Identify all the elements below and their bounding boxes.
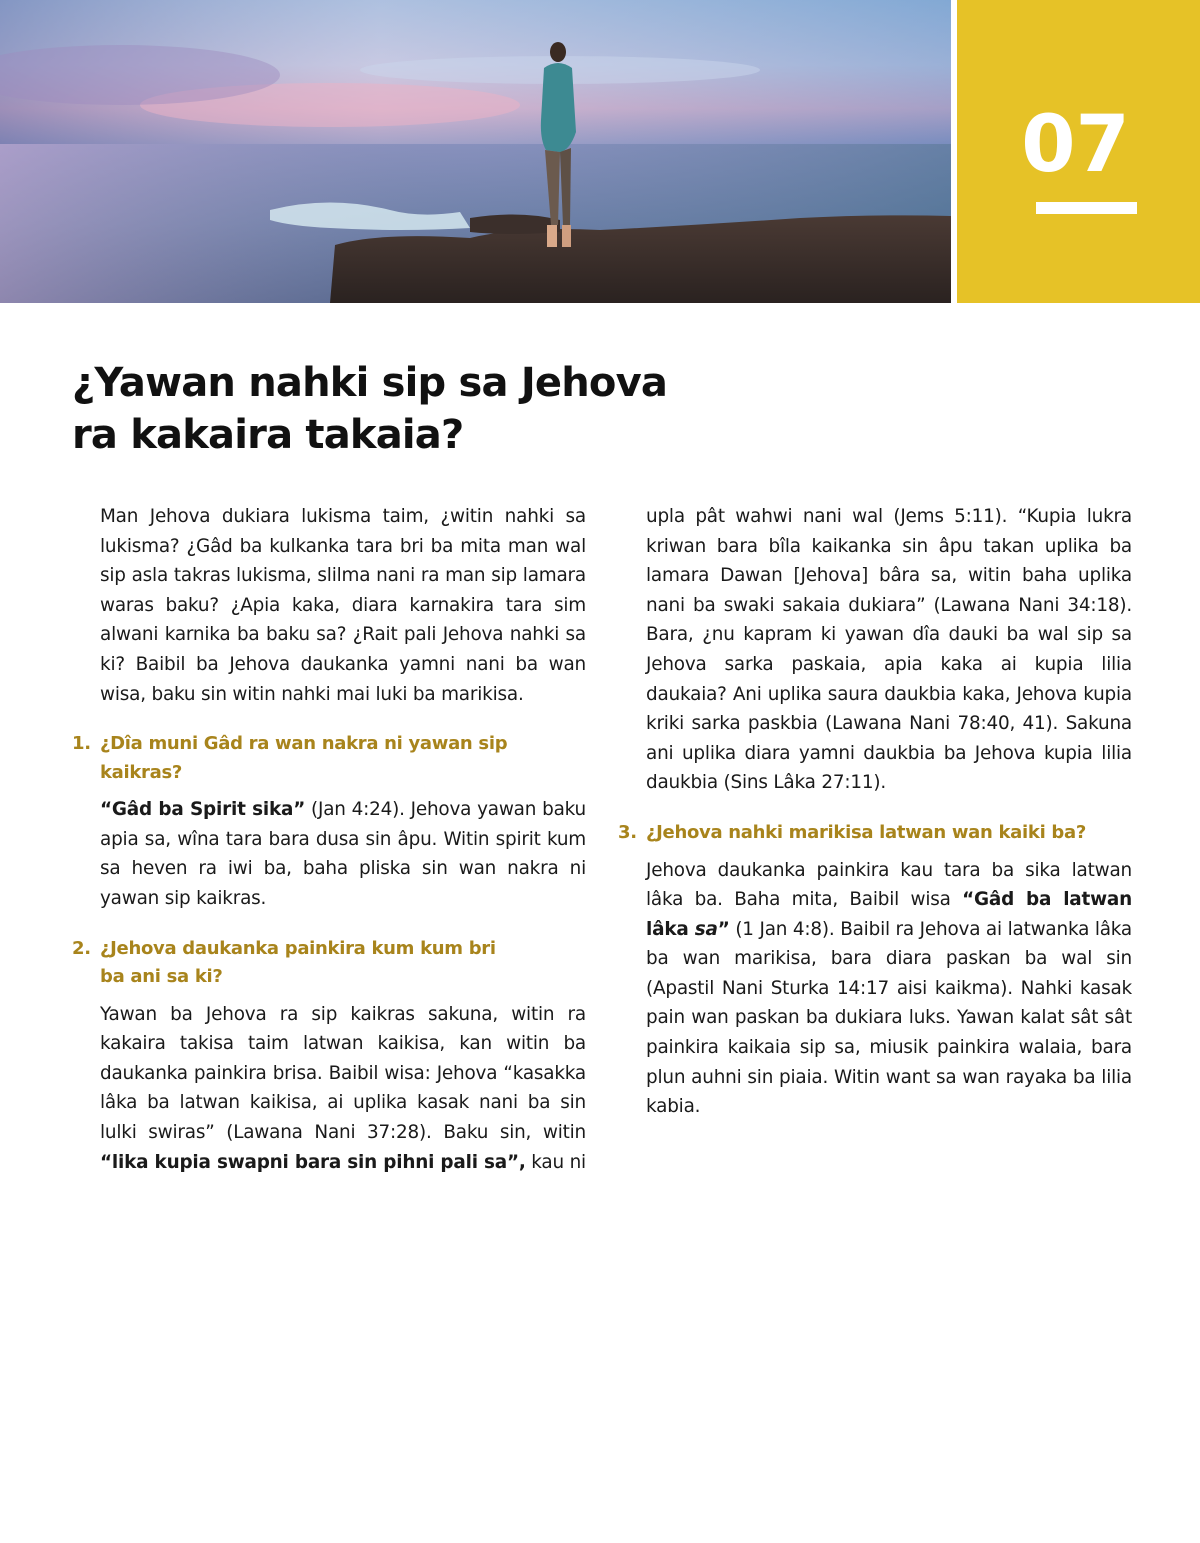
section-1-text: (Jan 4:24). Jehova yawan baku apia sa, wîna tara bara dusa sin âpu. Witin spirit kum sa heven ra iwi ba, baha pliska sin wan nakra ni yawan sip kaikras. xyxy=(100,799,586,909)
section-3-text-part-2: (1 Jan 4:8). Baibil ra Jehova ai latwanka lâka ba wan marikisa, bara diara paskan ba wal sin (Apastil Nani Sturka 14:17 aisi kaikma). Nahki kasak pain wan paskan ba dukiara luks. Yawan kalat sât sât painkira kaikaia sip sa, miusik painkira walaia, bara plun auhni sin piaia. Witin want sa wan rayaka ba lilia kabia. xyxy=(646,918,1132,1118)
title-line-2: ra kakaira takaia? xyxy=(72,412,464,458)
section-2-question-text: ¿Jehova daukanka painkira kum kum bri ba ani sa ki? xyxy=(100,937,496,988)
section-2-text-part-2-cont: upla pât wahwi nani wal (Jems 5:11). “Kupia lukra kriwan bara bîla kaikanka sin âpu takan uplika ba lamara Dawan [Jehova] bâra sa, witin baha uplika nani ba swaki sakaia dukiara” (Lawana Nani 34:18). Bara, ¿nu kapram ki yawan dîa dauki ba wal sip sa Jehova sarka paskaia, apia kaka ai kupia lilia daukaia? Ani uplika saura daukbia kaka, Jehova kupia kriki sarka paskbia (Lawana Nani 78:40, 41). Sakuna ani uplika diara yamni daukbia ba Jehova kupia lilia daukbia (Sins Lâka 27:11). xyxy=(646,506,1132,794)
left-column xyxy=(72,502,586,1177)
section-1-question xyxy=(72,730,586,787)
section-3-question-text: ¿Jehova nahki marikisa latwan wan kaiki ba? xyxy=(646,822,1086,843)
section-1-answer xyxy=(100,795,586,913)
section-3-quote-italic: sa xyxy=(694,918,718,940)
photo-man-by-sea-icon xyxy=(0,0,951,303)
section-1-number: 1. xyxy=(72,733,91,755)
section-3-question xyxy=(618,819,1132,848)
right-column xyxy=(618,819,1132,1122)
section-2-answer-continued xyxy=(646,502,1132,798)
section-2-answer xyxy=(100,1000,586,1178)
right-column-top xyxy=(646,502,1132,798)
lesson-number-badge xyxy=(957,0,1200,303)
section-2-text-part-2: kau ni xyxy=(525,1151,586,1173)
section-2-question xyxy=(72,935,586,992)
page-title xyxy=(72,357,812,461)
intro-paragraph: Man Jehova dukiara lukisma taim, ¿witin nahki sa lukisma? ¿Gâd ba kulkanka tara bri ba mita man wal sip asla takras lukisma, slilma nani ra man sip lamara waras baku? ¿Apia kaka, diara karnakira tara sim alwani karnika ba baku sa? ¿Rait pali Jehova nahki sa ki? Baibil ba Jehova daukanka yamni nani ba wan wisa, baku sin witin nahki mai luki ba marikisa. xyxy=(100,506,586,705)
lesson-number-underline xyxy=(1036,202,1137,214)
section-3-number: 3. xyxy=(618,822,637,843)
section-2-text-part-1: Yawan ba Jehova ra sip kaikras sakuna, witin ra kakaira takisa taim latwan kaikisa, kan witin ba daukanka painkira brisa. Baibil wisa: Jehova “kasakka lâka ba latwan kaikisa, ai uplika kasak nani ba sin lulki swiras” (Lawana Nani 37:28). Baku sin, witin xyxy=(100,1003,586,1143)
section-2-quote: “lika kupia swapni bara sin pihni pali sa”, xyxy=(100,1151,526,1173)
section-3-answer xyxy=(646,856,1132,1122)
section-1-quote: “Gâd ba Spirit sika” xyxy=(100,799,306,821)
lesson-number: 07 xyxy=(1021,100,1130,190)
section-2-number: 2. xyxy=(72,937,91,959)
title-line-1: ¿Yawan nahki sip sa Jehova xyxy=(72,360,668,406)
section-3-quote-close: ” xyxy=(717,918,730,940)
section-3-quote-text: “Gâd ba latwan lâka xyxy=(646,889,1132,940)
section-1-question-text: ¿Dîa muni Gâd ra wan nakra ni yawan sip kaikras? xyxy=(100,733,508,783)
hero-image xyxy=(0,0,951,303)
section-3-text-part-1: Jehova daukanka painkira kau tara ba sika latwan lâka ba. Baha mita, Baibil wisa xyxy=(646,859,1132,911)
